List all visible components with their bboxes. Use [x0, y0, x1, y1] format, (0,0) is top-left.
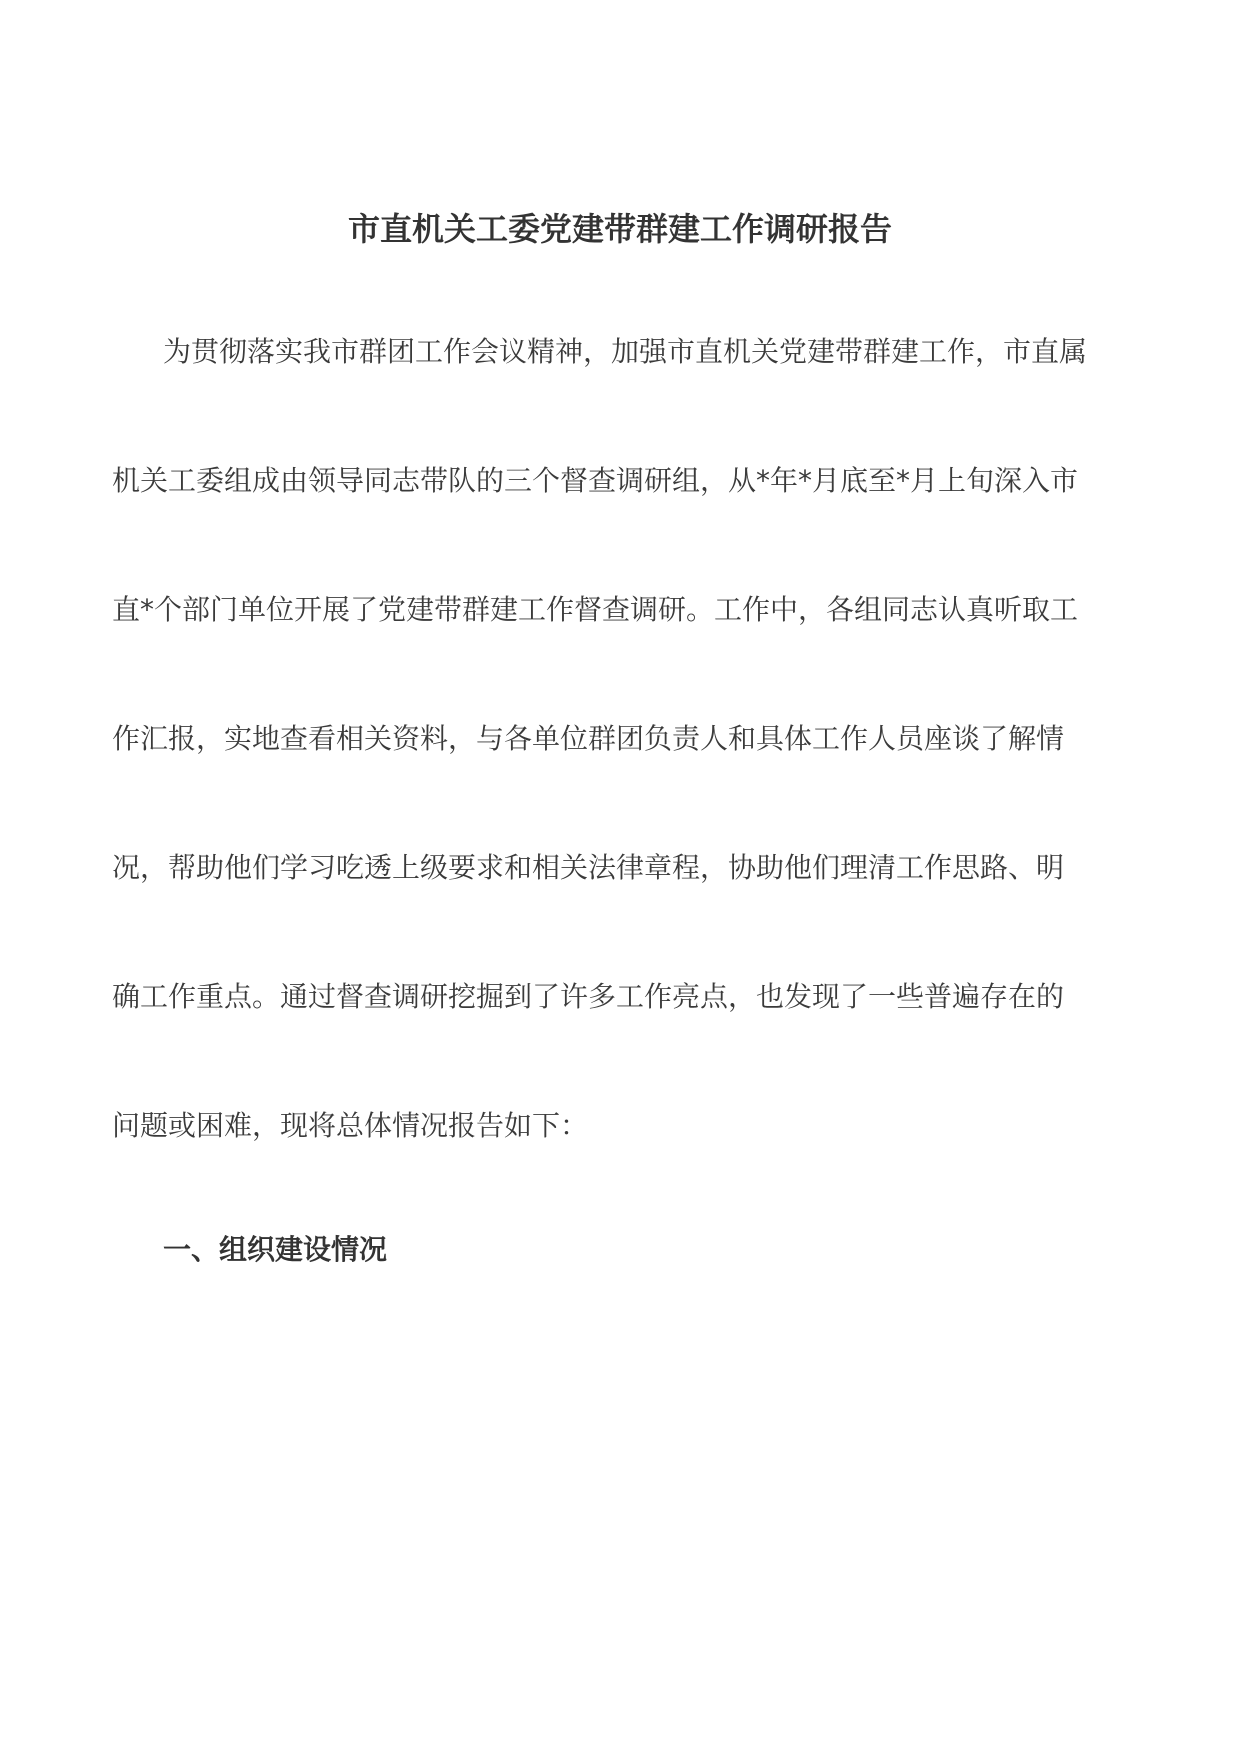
paragraph-line: 为贯彻落实我市群团工作会议精神，加强市直机关党建带群建工作，市直属 — [163, 335, 1088, 368]
section-heading: 一、组织建设情况 — [163, 1233, 388, 1266]
paragraph-line: 问题或困难，现将总体情况报告如下： — [112, 1109, 589, 1142]
paragraph-line: 作汇报，实地查看相关资料，与各单位群团负责人和具体工作人员座谈了解情 — [112, 722, 1065, 755]
paragraph-line: 确工作重点。通过督查调研挖掘到了许多工作亮点，也发现了一些普遍存在的 — [112, 980, 1065, 1013]
paragraph-line: 机关工委组成由领导同志带队的三个督查调研组，从*年*月底至*月上旬深入市 — [112, 464, 1079, 497]
paragraph-line: 直*个部门单位开展了党建带群建工作督查调研。工作中，各组同志认真听取工 — [112, 593, 1079, 626]
document-title: 市直机关工委党建带群建工作调研报告 — [347, 210, 892, 248]
paragraph-line: 况，帮助他们学习吃透上级要求和相关法律章程，协助他们理清工作思路、明 — [112, 851, 1065, 884]
